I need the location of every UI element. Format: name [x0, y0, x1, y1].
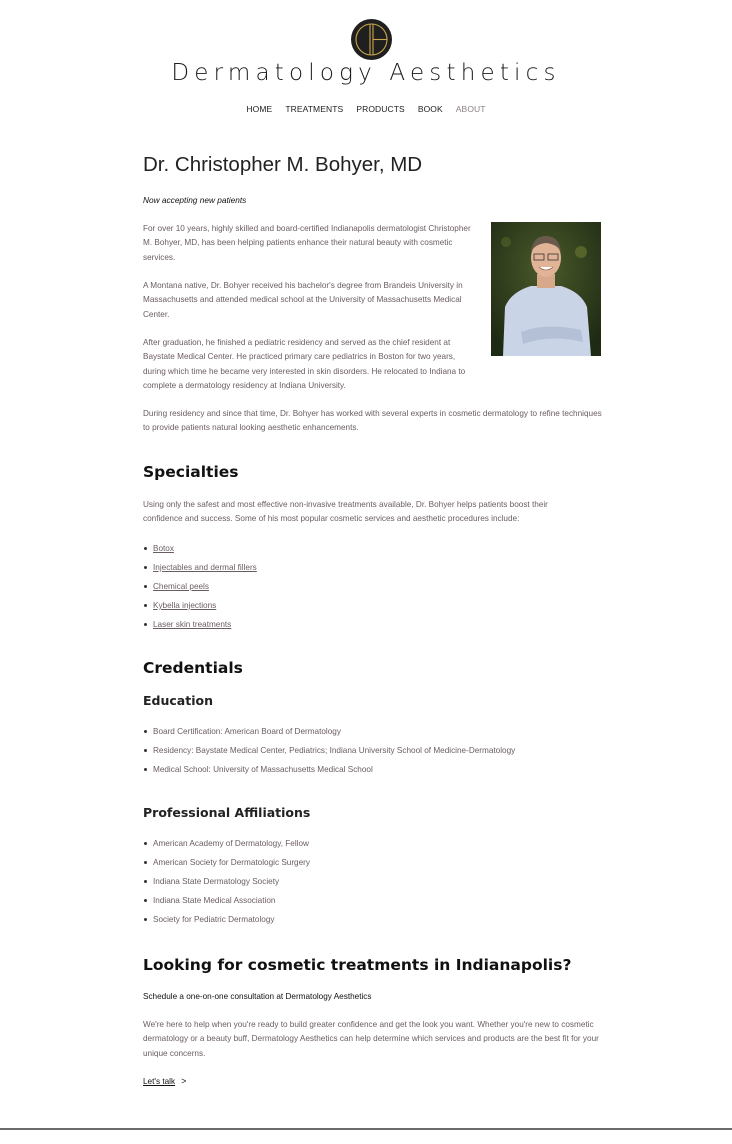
affiliations-heading: Professional Affiliations — [143, 805, 311, 820]
list-item — [143, 562, 257, 581]
specialties-heading: Specialties — [143, 463, 239, 481]
bio-paragraph-1: For over 10 years, highly skilled and board-certified Indianapolis dermatologist Christopher M. Bohyer, MD, has been helping patients enhance their natural beauty with cosmetic services. — [143, 224, 471, 262]
chemical-peels-link[interactable]: Chemical peels — [153, 582, 209, 591]
list-item — [143, 543, 257, 562]
laser-skin-link[interactable]: Laser skin treatments — [153, 620, 232, 629]
cta-heading: Looking for cosmetic treatments in Indianapolis? — [143, 956, 572, 974]
list-item: American Academy of Dermatology, Fellow — [143, 838, 310, 857]
list-item: Board Certification: American Board of Dermatology — [143, 726, 515, 745]
doctor-photo — [491, 222, 601, 356]
education-heading: Education — [143, 693, 213, 708]
list-item — [143, 619, 257, 638]
nav-book[interactable]: BOOK — [417, 104, 443, 114]
list-item — [143, 581, 257, 600]
bio-paragraph-3: After graduation, he finished a pediatric residency and served as the chief resident at Baystate Medical Center. He practiced primary care pediatrics in Boston for two years, during which time he became very interested in skin disorders. He relocated to Indiana to complete a dermatology residency at Indiana University. — [143, 338, 466, 390]
lets-talk-link[interactable]: Let's talk — [143, 1077, 176, 1086]
list-item: Medical School: University of Massachusetts Medical School — [143, 764, 515, 783]
da-monogram-circle-icon — [351, 19, 392, 60]
education-list — [143, 726, 515, 783]
affiliations-list — [143, 838, 310, 933]
nav-home[interactable]: HOME — [246, 104, 273, 114]
injectables-link[interactable]: Injectables and dermal fillers — [153, 563, 257, 572]
footer-divider — [0, 1128, 732, 1130]
kybella-link[interactable]: Kybella injections — [153, 601, 217, 610]
page-title: Dr. Christopher M. Bohyer, MD — [143, 153, 423, 176]
cta-subheading: Schedule a one-on-one consultation at Dermatology Aesthetics — [143, 992, 372, 1001]
logo-link[interactable] — [351, 19, 392, 60]
cta-body: We're here to help when you're ready to build greater confidence and get the look you want. Whether you're new to cosmetic dermatology or a beauty buff, Dermatology Aesthetics can help determine which services and products are the best fit for your unique concerns. — [143, 1020, 599, 1058]
list-item: Residency: Baystate Medical Center, Pediatrics; Indiana University School of Medicine-Dermatology — [143, 745, 515, 764]
nav-products[interactable]: PRODUCTS — [356, 104, 405, 114]
credentials-heading: Credentials — [143, 659, 243, 677]
site-title: Dermatology Aesthetics — [171, 60, 561, 86]
list-item: Indiana State Medical Association — [143, 895, 310, 914]
list-item — [143, 600, 257, 619]
lets-talk-cta — [143, 1076, 186, 1086]
botox-link[interactable]: Botox — [153, 544, 174, 553]
main-nav — [0, 104, 732, 114]
bio-paragraph-2: A Montana native, Dr. Bohyer received his bachelor's degree from Brandeis University in Massachusetts and attended medical school at the University of Massachusetts Medical Center. — [143, 281, 463, 319]
accepting-patients-note: Now accepting new patients — [143, 195, 247, 205]
list-item: Indiana State Dermatology Society — [143, 876, 310, 895]
chevron-right-icon[interactable]: > — [181, 1076, 187, 1086]
specialties-list — [143, 543, 257, 638]
list-item: American Society for Dermatologic Surgery — [143, 857, 310, 876]
doctor-portrait-image — [491, 222, 601, 356]
bio-paragraph-4: During residency and since that time, Dr. Bohyer has worked with several experts in cosmetic dermatology to refine techniques to provide patients natural looking aesthetic enhancements. — [143, 409, 602, 433]
nav-about[interactable]: ABOUT — [455, 104, 486, 114]
nav-treatments[interactable]: TREATMENTS — [285, 104, 344, 114]
list-item: Society for Pediatric Dermatology — [143, 914, 310, 933]
specialties-intro: Using only the safest and most effective non-invasive treatments available, Dr. Bohyer helps patients boost their confidence and success. Some of his most popular cosmetic services and aesthetic procedures include: — [143, 500, 548, 524]
